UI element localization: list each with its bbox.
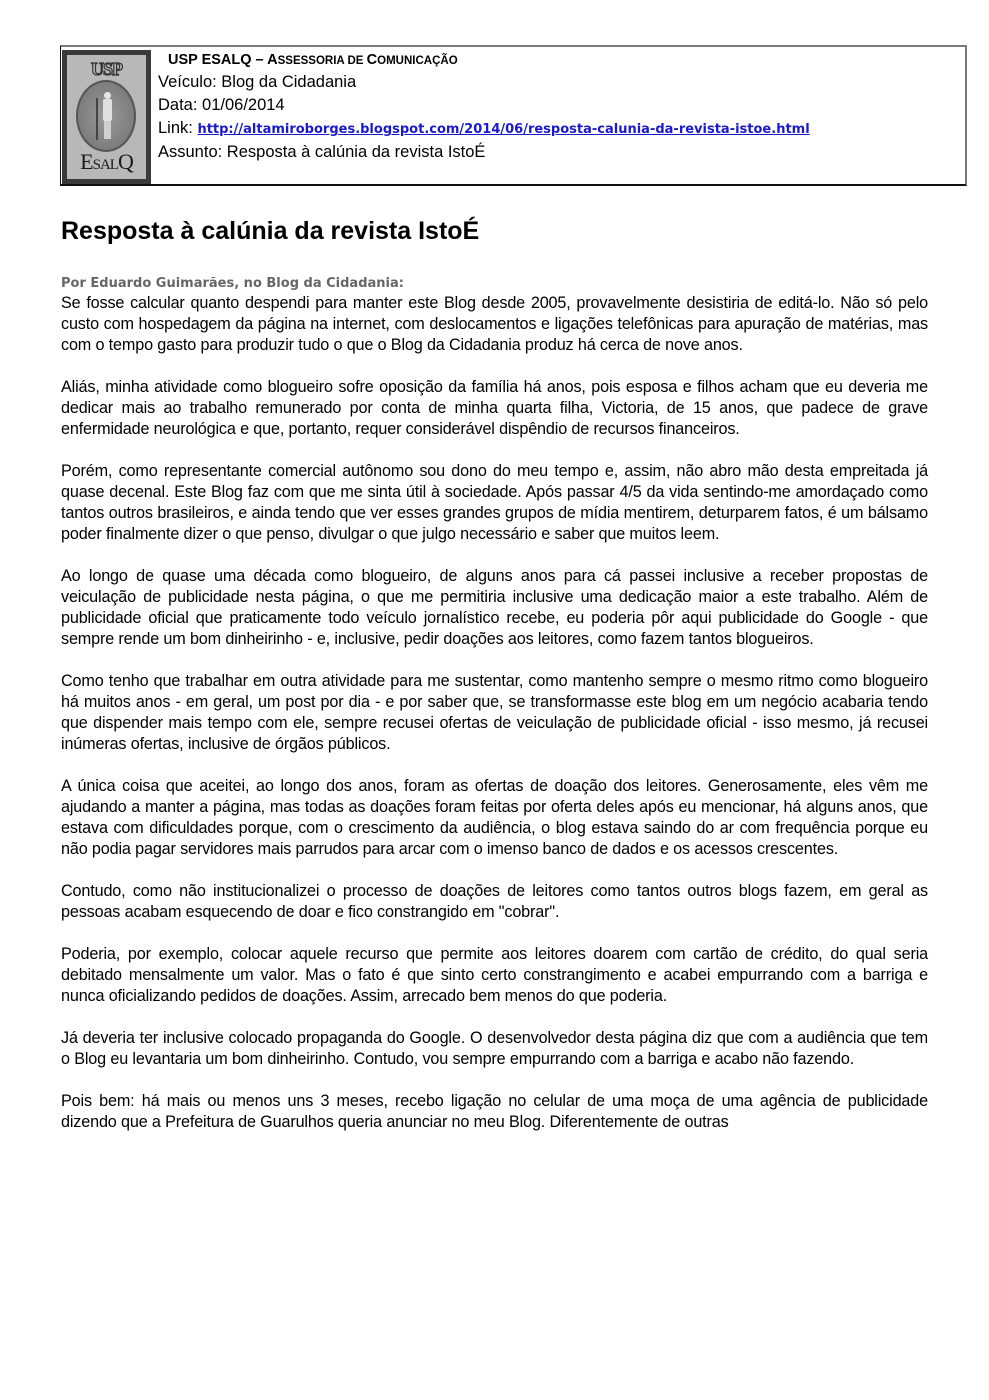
paragraph: Aliás, minha atividade como blogueiro sofre oposição da família há anos, pois esposa e filhos acham que eu deveria me dedicar mais ao trabalho remunerado por conta de minha quarta filha, Victoria, de 15 anos, que padece de grave enfermidade neurológica e que, portanto, requer considerável dispêndio de recursos financeiros.: [61, 378, 928, 438]
paragraph: Pois bem: há mais ou menos uns 3 meses, recebo ligação no celular de uma moça de uma agência de publicidade dizendo que a Prefeitura de Guarulhos queria anunciar no meu Blog. Diferentemente de outras: [61, 1092, 928, 1131]
source-link[interactable]: http://altamiroborges.blogspot.com/2014/06/resposta-calunia-da-revista-istoe.html: [197, 122, 810, 137]
vehicle-line: [158, 71, 810, 94]
date-value: 01/06/2014: [202, 96, 285, 114]
paragraph: Ao longo de quase uma década como blogueiro, de alguns anos para cá passei inclusive a receber propostas de veiculação de publicidade nesta página, o que me permitiria inclusive uma dedicação maior a este trabalho. Além de publicidade oficial que praticamente todo veículo jornalístico recebe, eu poderia pôr aqui publicidade do Google - que sempre rende um bom dinheirinho - e, inclusive, pedir doações aos leitores, como fazem tantos blogueiros.: [61, 567, 928, 648]
subject-label: Assunto:: [158, 143, 227, 161]
paragraph: Porém, como representante comercial autônomo sou dono do meu tempo e, assim, não abro mão desta empreitada já quase decenal. Este Blog faz com que me sinta útil à sociedade. Após passar 4/5 da vida sentindo-me amordaçado como tantos outros brasileiros, e ainda tendo que ver esses grandes grupos de mídia mentirem, deturparem fatos, é um bálsamo poder finalmente dizer o que penso, divulgar o que julgo necessário e saber que muitos leem.: [61, 462, 928, 543]
paragraph: Contudo, como não institucionalizei o processo de doações de leitores como tantos outros blogs fazem, em geral as pessoas acabam esquecendo de doar e fico constrangido em "cobrar".: [61, 882, 928, 921]
article-body: [61, 275, 928, 1154]
date-line: [158, 94, 810, 117]
logo-emblem-oval: [76, 80, 136, 152]
logo-esalq-rest: SAL: [92, 157, 118, 173]
subject-line: [158, 141, 810, 164]
paragraph: Já deveria ter inclusive colocado propaganda do Google. O desenvolvedor desta página diz que com a audiência que tem o Blog eu levantaria um bom dinheirinho. Contudo, vou sempre empurrando com a barriga e acabo não fazendo.: [61, 1029, 928, 1068]
link-line: [158, 117, 810, 141]
article-byline: Por Eduardo Guimarães, no Blog da Cidadania:: [61, 276, 404, 291]
logo-usp-text: USP: [90, 59, 122, 79]
article-title: Resposta à calúnia da revista IstoÉ: [61, 217, 480, 245]
link-label: Link:: [158, 119, 198, 137]
vehicle-value: Blog da Cidadania: [221, 73, 357, 91]
clipping-header-box: [60, 45, 967, 186]
paragraph: Se fosse calcular quanto despendi para manter este Blog desde 2005, provavelmente desistiria de editá-lo. Não só pelo custo com hospedagem da página na internet, com deslocamentos e ligações telefônicas para apuração de matérias, mas com o tempo gasto para produzir tudo o que o Blog da Cidadania produz há cerca de nove anos.: [61, 294, 928, 354]
subject-value: Resposta à calúnia da revista IstoÉ: [226, 143, 486, 161]
paragraph: Como tenho que trabalhar em outra atividade para me sustentar, como mantenho sempre o mesmo ritmo como blogueiro há muitos anos - em geral, um post por dia - e por saber que, se transformasse este blog em um negócio acabaria tendo que dispender mais tempo com ele, sempre recusei ofertas de veiculação de publicidade oficial - isso mesmo, já recusei inúmeras ofertas, inclusive de órgãos públicos.: [61, 672, 928, 753]
logo-figure-icon: [102, 92, 112, 140]
date-label: Data:: [158, 96, 203, 114]
logo-esalq-text: ESALQ: [80, 149, 133, 174]
clipping-metadata: [158, 50, 810, 164]
organization-name: USP ESALQ – ASSESSORIA DE COMUNICAÇÃO: [168, 52, 458, 68]
vehicle-label: Veículo:: [158, 73, 222, 91]
paragraph: Poderia, por exemplo, colocar aquele recurso que permite aos leitores doarem com cartão de crédito, do qual seria debitado mensalmente um valor. Mas o fato é que sinto certo constrangimento e acabei empurrando com a barriga e nunca oficializando pedidos de doações. Assim, arrecado bem menos do que poderia.: [61, 945, 928, 1005]
logo-background: [67, 55, 146, 179]
paragraph: A única coisa que aceitei, ao longo dos anos, foram as ofertas de doação dos leitores. Generosamente, eles vêm me ajudando a manter a página, mas todas as doações foram feitas por oferta deles após eu mencionar, há alguns anos, que estava com dificuldades porque, com o crescimento da audiência, o blog estava saindo do ar com frequência porque eu não podia pagar servidores mais parrudos para arcar com o imenso banco de dados e os acessos crescentes.: [61, 777, 928, 858]
usp-esalq-logo: [62, 50, 151, 184]
